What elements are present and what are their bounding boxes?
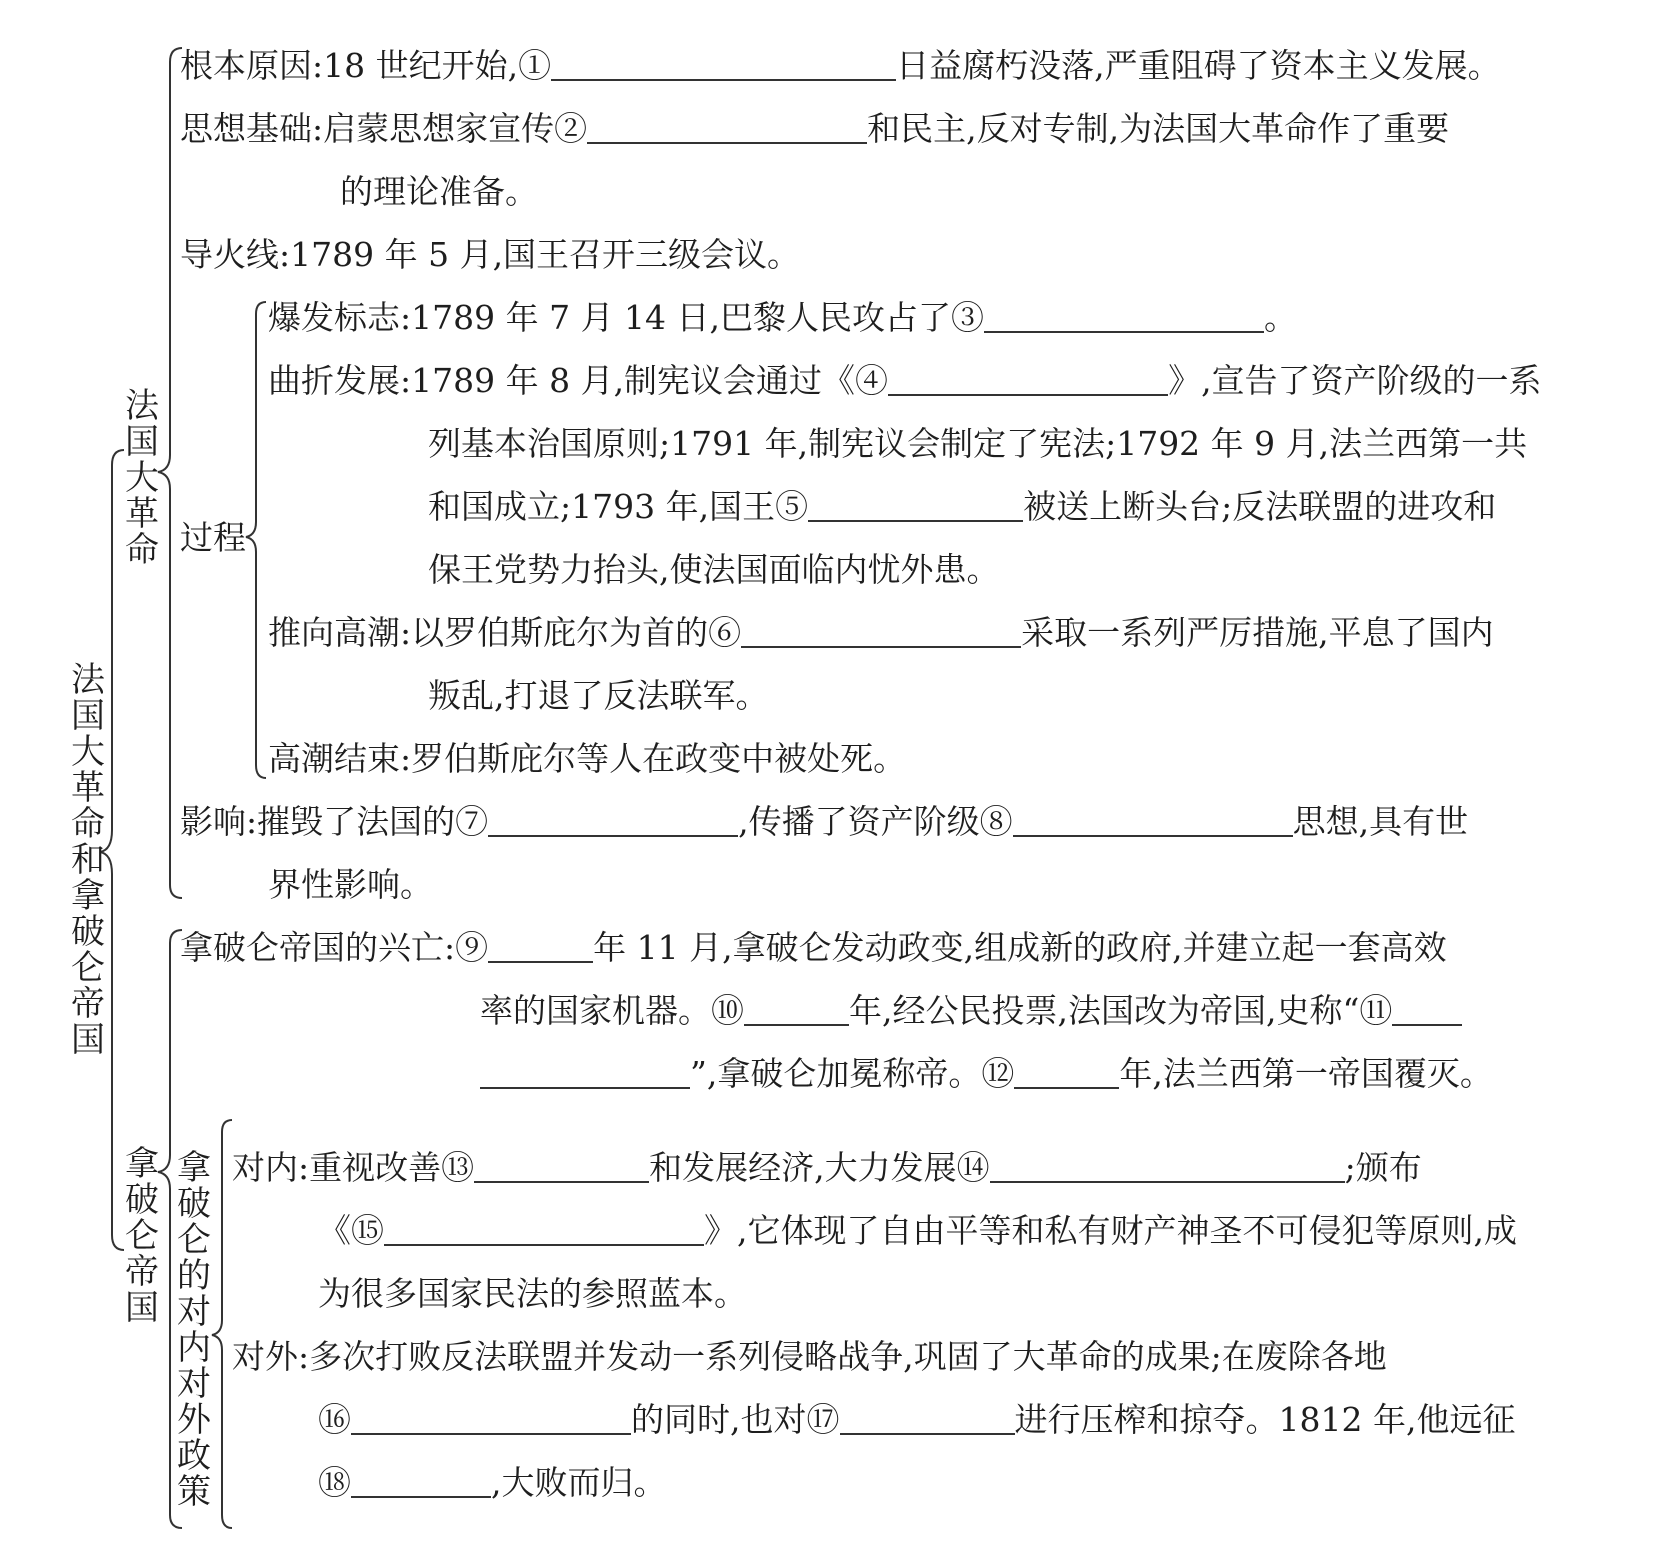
process-label: 过程	[180, 518, 246, 557]
blank-3[interactable]	[984, 301, 1264, 333]
blank-14[interactable]	[990, 1151, 1345, 1183]
line-influence-cont: 界性影响。	[268, 865, 433, 904]
line-development-cont1: 列基本治国原则;1791 年,制宪议会制定了宪法;1792 年 9 月,法兰西第一共	[428, 424, 1528, 463]
blank-8[interactable]	[1013, 805, 1293, 837]
line-empire-cont1: 率的国家机器。⑩ 年,经公民投票,法国改为帝国,史称“⑪	[480, 989, 1462, 1033]
main-topic-label: 法国大革命和拿破仑帝国	[71, 660, 105, 1060]
line-root-cause: 根本原因:18 世纪开始,① 日益腐朽没落,严重阻碍了资本主义发展。	[180, 46, 1501, 85]
line-influence: 影响:摧毁了法国的⑦ ,传播了资产阶级⑧ 思想,具有世	[180, 802, 1469, 841]
blank-7[interactable]	[488, 805, 738, 837]
process-brace	[246, 302, 266, 778]
blank-6[interactable]	[741, 616, 1021, 648]
line-thought-basis: 思想基础:启蒙思想家宣传② 和民主,反对专制,为法国大革命作了重要	[180, 109, 1450, 148]
blank-1[interactable]	[551, 49, 896, 81]
blank-10[interactable]	[744, 994, 849, 1026]
line-climax-cont: 叛乱,打退了反法联军。	[428, 676, 769, 715]
section2-label: 拿破仑帝国	[125, 1144, 159, 1328]
policies-brace	[212, 1120, 232, 1528]
blank-11a[interactable]	[1392, 994, 1462, 1026]
blank-18[interactable]	[351, 1466, 491, 1498]
blank-15[interactable]	[384, 1214, 704, 1246]
line-outbreak: 爆发标志:1789 年 7 月 14 日,巴黎人民攻占了③ 。	[268, 298, 1298, 337]
line-climax: 推向高潮:以罗伯斯庇尔为首的⑥ 采取一系列严厉措施,平息了国内	[268, 613, 1494, 652]
blank-4[interactable]	[888, 364, 1168, 396]
line-climax-end: 高潮结束:罗伯斯庇尔等人在政变中被处死。	[268, 739, 907, 778]
blank-16[interactable]	[351, 1403, 631, 1435]
policies-label: 拿破仑的对内对外政策	[177, 1148, 211, 1512]
line-fuse: 导火线:1789 年 5 月,国王召开三级会议。	[180, 235, 801, 274]
line-domestic: 对内:重视改善⑬ 和发展经济,大力发展⑭ ;颁布	[232, 1148, 1422, 1187]
line-empire-rise-fall: 拿破仑帝国的兴亡:⑨ 年 11 月,拿破仑发动政变,组成新的政府,并建立起一套高效	[180, 928, 1447, 967]
line-development-cont3: 保王党势力抬头,使法国面临内忧外患。	[428, 550, 1000, 589]
blank-2[interactable]	[587, 112, 867, 144]
blank-11b[interactable]	[480, 1057, 690, 1089]
line-development: 曲折发展:1789 年 8 月,制宪议会通过《④ 》,宣告了资产阶级的一系	[268, 361, 1542, 400]
line-foreign: 对外:多次打败反法联盟并发动一系列侵略战争,巩固了大革命的成果;在废除各地	[232, 1337, 1387, 1376]
blank-13[interactable]	[474, 1151, 649, 1183]
line-development-cont2: 和国成立;1793 年,国王⑤ 被送上断头台;反法联盟的进攻和	[428, 487, 1497, 526]
line-domestic-cont1: 《⑮ 》,它体现了自由平等和私有财产神圣不可侵犯等原则,成	[318, 1211, 1517, 1250]
section1-label: 法国大革命	[125, 386, 159, 570]
line-thought-basis-cont: 的理论准备。	[340, 172, 538, 211]
line-empire-cont2: ”,拿破仑加冕称帝。⑫ 年,法兰西第一帝国覆灭。	[480, 1052, 1493, 1096]
line-foreign-cont2: ⑱ ,大败而归。	[318, 1463, 667, 1502]
blank-17[interactable]	[840, 1403, 1015, 1435]
blank-9[interactable]	[488, 931, 593, 963]
blank-12[interactable]	[1014, 1057, 1119, 1089]
line-domestic-cont2: 为很多国家民法的参照蓝本。	[318, 1274, 747, 1313]
blank-5[interactable]	[808, 490, 1023, 522]
line-foreign-cont1: ⑯ 的同时,也对⑰ 进行压榨和掠夺。1812 年,他远征	[318, 1400, 1516, 1439]
